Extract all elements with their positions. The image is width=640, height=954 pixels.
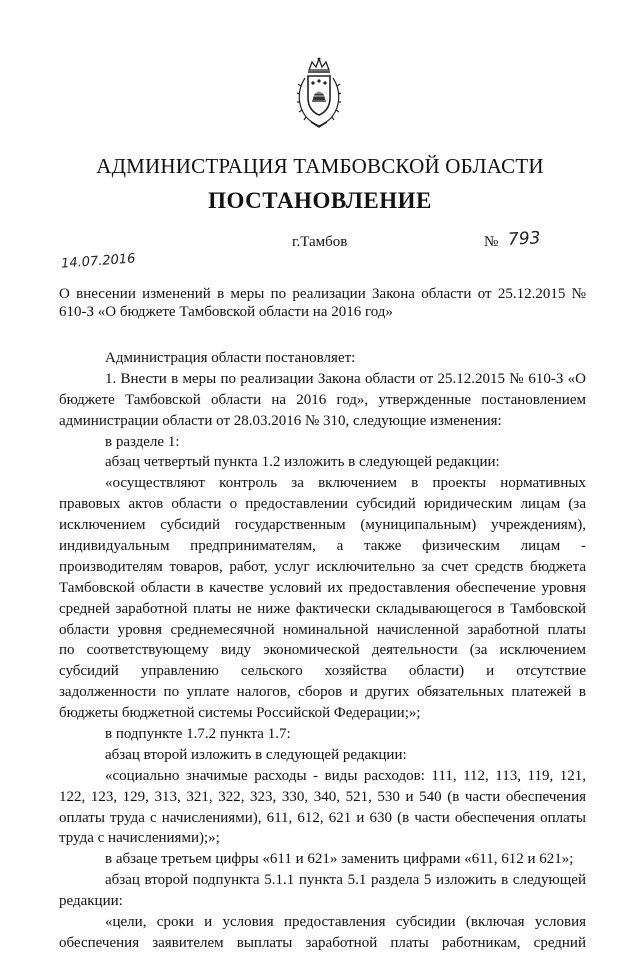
number-label: № xyxy=(484,234,499,250)
body-line: области уровня среднемесячной номинальной начисленной заработной платы xyxy=(59,621,586,638)
body-line: в подпункте 1.7.2 пункта 1.7: xyxy=(105,726,291,743)
document-body xyxy=(59,348,586,954)
body-line: субсидий управлению сельского хозяйства области) и отсутствие xyxy=(59,663,586,680)
document-subject: О внесении изменений в меры по реализации Закона области от 25.12.2015 № 610-З «О бюджете Тамбовской области на 2016 год» xyxy=(59,286,586,320)
organization-title: АДМИНИСТРАЦИЯ ТАМБОВСКОЙ ОБЛАСТИ xyxy=(96,154,544,178)
body-line: оплаты труда с начислениями), 611, 612, 621 и 630 (в части обеспечения оплаты xyxy=(59,809,586,826)
body-line: в абзаце третьем цифры «611 и 621» заменить цифрами «611, 612 и 621»; xyxy=(105,851,574,868)
body-line: исключением субсидий государственным (муниципальным) учреждениям), xyxy=(59,517,586,534)
body-line: в разделе 1: xyxy=(105,433,180,450)
body-line: индивидуальным предпринимателям, а также физическим лицам - xyxy=(59,538,586,555)
body-line: абзац второй изложить в следующей редакции: xyxy=(105,746,407,763)
body-line: редакции: xyxy=(59,893,123,910)
coat-of-arms-emblem xyxy=(295,56,343,130)
body-line: 122, 123, 129, 313, 321, 322, 323, 330, 340, 521, 530 и 540 (в части обеспечения xyxy=(59,788,586,805)
body-line: задолженности по уплате налогов, сборов и других обязательных платежей в xyxy=(59,684,586,701)
body-line: «социально значимые расходы - виды расходов: 111, 112, 113, 119, 121, xyxy=(105,767,586,784)
body-line: обеспечения заявителем выплаты заработной платы работникам, средний xyxy=(59,934,586,951)
body-line: Тамбовской области в качестве условий их предоставления обеспечение уровня xyxy=(59,579,586,596)
body-line: труда с начислениями);»; xyxy=(59,830,220,847)
body-line: абзац второй подпункта 5.1.1 пункта 5.1 раздела 5 изложить в следующей xyxy=(105,872,586,889)
body-line: «цели, сроки и условия предоставления субсидии (включая условия xyxy=(105,914,586,931)
city-label: г.Тамбов xyxy=(292,234,348,250)
handwritten-date: 14.07.2016 xyxy=(60,251,136,272)
body-line: абзац четвертый пункта 1.2 изложить в следующей редакции: xyxy=(105,454,500,471)
body-line: бюджете Тамбовской области на 2016 год», утвержденные постановлением xyxy=(59,391,586,408)
body-line: бюджеты бюджетной системы Российской Федерации;»; xyxy=(59,705,421,722)
document-type-heading: ПОСТАНОВЛЕНИЕ xyxy=(208,188,432,213)
body-line: Администрация области постановляет: xyxy=(105,350,356,366)
body-line: администрации области от 28.03.2016 № 310, следующие изменения: xyxy=(59,412,502,429)
body-line: средней заработной платы не ниже фактически складывающегося в Тамбовской xyxy=(59,600,586,617)
handwritten-document-number: 793 xyxy=(507,228,541,250)
body-line: правовых актов области о предоставлении субсидий юридическим лицам (за xyxy=(59,496,586,513)
body-line: 1. Внести в меры по реализации Закона области от 25.12.2015 № 610-З «О xyxy=(105,370,586,387)
body-line: по соответствующему виду экономической деятельности (за исключением xyxy=(59,642,586,659)
body-line: производителям товаров, работ, услуг исключительно за счет средств бюджета xyxy=(59,558,586,575)
body-line: «осуществляют контроль за включением в проекты нормативных xyxy=(105,475,586,492)
